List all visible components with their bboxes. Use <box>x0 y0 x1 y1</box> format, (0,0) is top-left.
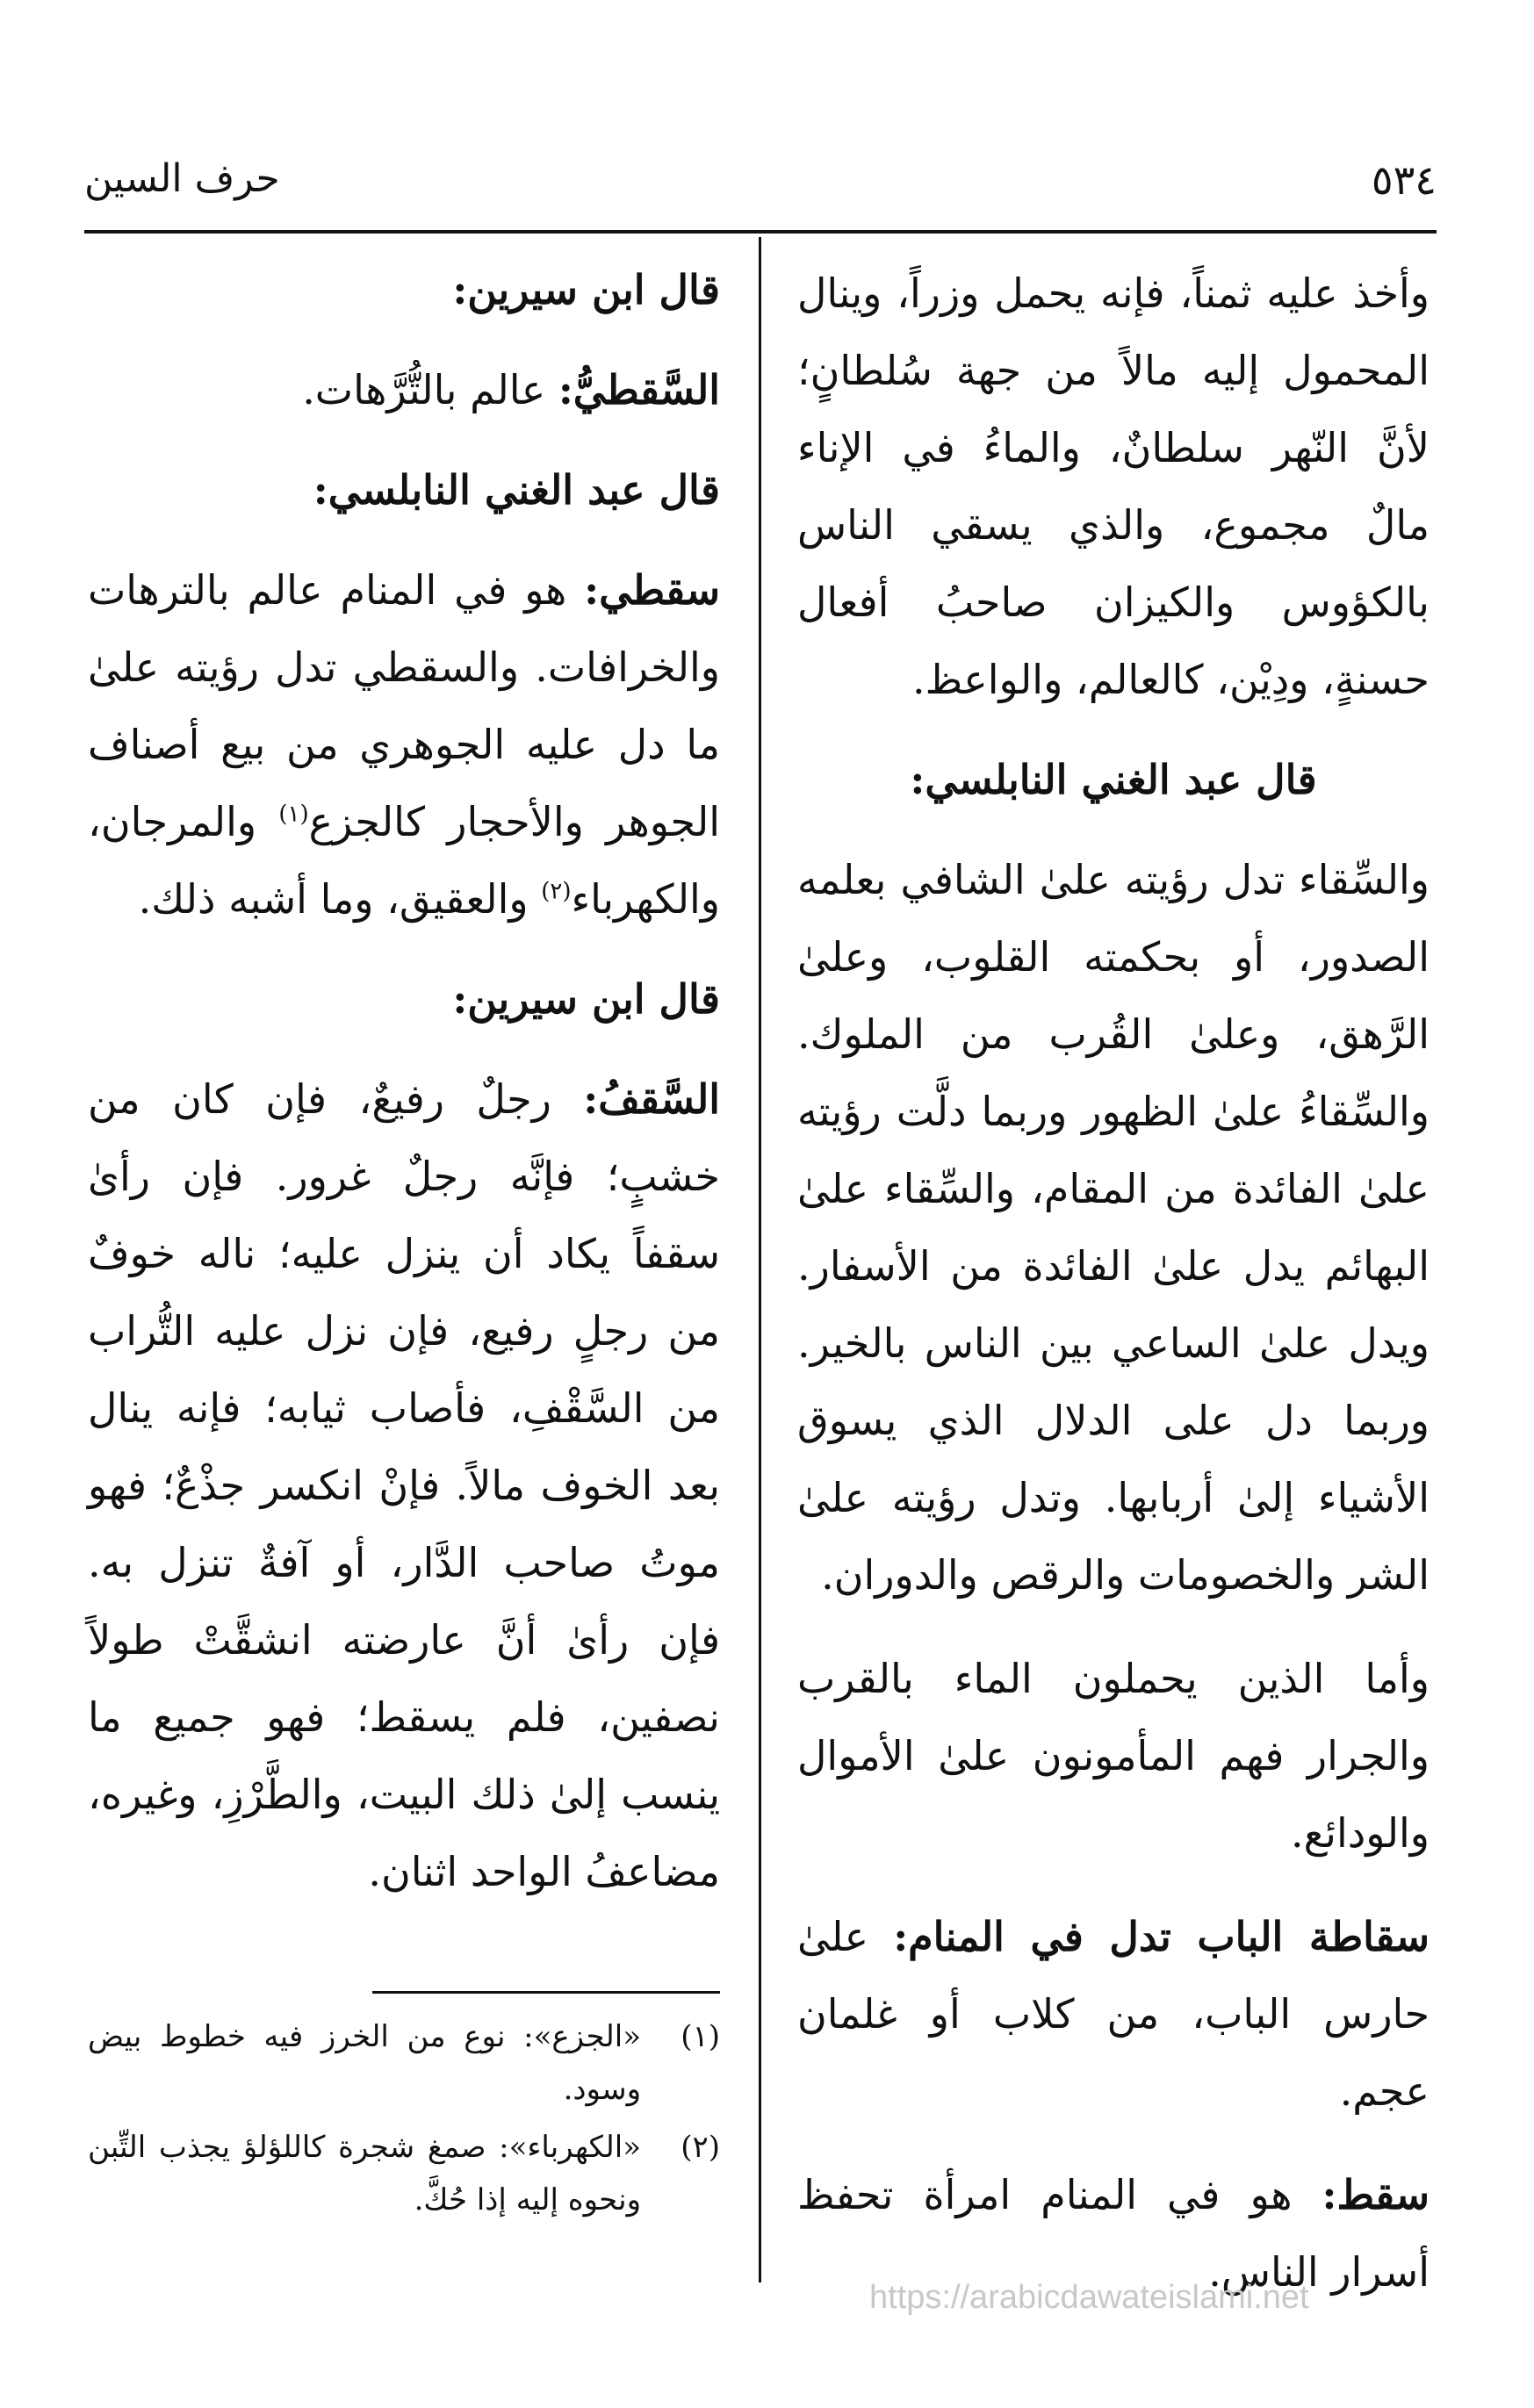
watermark-url: https://arabicdawateislami.net <box>869 2279 1309 2316</box>
right-column <box>797 255 1430 2337</box>
running-title: حرف السين <box>84 156 280 201</box>
footnote <box>88 2121 720 2226</box>
entry-paragraph <box>88 351 720 428</box>
entry-term: سقطي: <box>584 566 720 614</box>
footnote-ref[interactable]: (٢) <box>541 878 572 905</box>
entry-term: السَّقفُ: <box>583 1075 720 1123</box>
footnote-number: (١) <box>681 2019 720 2054</box>
footnote <box>88 2010 720 2116</box>
paragraph: وأما الذين يحملون الماء بالقرب والجرار فهم المأمونون علىٰ الأموال والودائع. <box>797 1655 1430 1857</box>
paragraph: وأخذ عليه ثمناً، فإنه يحمل وزراً، وينال المحمول إليه مالاً من جهة سُلطانٍ؛ لأنَّ النّهر سلطانٌ، والماءُ في الإناء مالٌ مجموع، والذي يسقي الناس بالكؤوس والكيزان صاحبُ أفعال حسنةٍ، ودِيْن، كالعالم، والواعظ. <box>797 270 1430 703</box>
entry-paragraph <box>88 551 720 938</box>
entry-paragraph <box>88 1060 720 1910</box>
footnotes <box>88 2010 720 2232</box>
entry-text: علىٰ حارس الباب، من كلاب أو غلمان عجم. <box>797 1913 1430 2115</box>
entry-term: سقاطة الباب تدل في المنام: <box>893 1913 1430 1960</box>
entry-text: عالم بالتُّرَّهات. <box>302 366 558 413</box>
entry-paragraph <box>797 1898 1430 2130</box>
footnote-text: «الكهرباء»: صمغ شجرة كاللؤلؤ يجذب التِّبن ونحوه إليه إذا حُكَّ. <box>88 2130 641 2218</box>
paragraph: والسِّقاء تدل رؤيته علىٰ الشافي بعلمه الصدور، أو بحكمته القلوب، وعلىٰ الرَّهق، وعلىٰ القُرب من الملوك. والسِّقاءُ علىٰ الظهور وربما دلَّت رؤيته علىٰ الفائدة من المقام، والسِّقاء علىٰ البهائم يدل علىٰ الفائدة من الأسفار. ويدل علىٰ الساعي بين الناس بالخير. وربما دل على الدلال الذي يسوق الأشياء إلىٰ أربابها. وتدل رؤيته علىٰ الشر والخصومات والرقص والدوران. <box>797 856 1430 1599</box>
entry-text: رجلٌ رفيعٌ، فإن كان من خشبٍ؛ فإنَّه رجلٌ غرور. فإن رأىٰ سقفاً يكاد أن ينزل عليه؛ ناله خوفٌ من رجلٍ رفيع، فإن نزل عليه التُّراب من السَّقْفِ، فأصاب ثيابه؛ فإنه ينال بعد الخوف مالاً. فإنْ انكسر جذْعٌ؛ فهو موتُ صاحب الدَّار، أو آفةٌ تنزل به. فإن رأىٰ أنَّ عارضته انشقَّتْ طولاً نصفين، فلم يسقط؛ فهو جميع ما ينسب إلىٰ ذلك البيت، والطَّرْزِ، وغيره، مضاعفُ الواحد اثنان. <box>88 1075 720 1895</box>
left-column <box>88 255 720 1937</box>
section-heading: قال ابن سيرين: <box>452 975 720 1023</box>
column-divider <box>759 237 761 2282</box>
entry-text: والمرجان، والكهرباء <box>88 798 720 923</box>
section-heading: قال عبد الغني النابلسي: <box>910 756 1317 803</box>
footnote-rule <box>372 1991 720 1994</box>
footnote-number: (٢) <box>681 2130 720 2165</box>
entry-text: هو في المنام عالم بالترهات والخرافات. والسقطي تدل رؤيته علىٰ ما دل عليه الجوهري من بيع أصناف الجوهر والأحجار كالجزع <box>88 566 720 845</box>
page-number: ٥٣٤ <box>1371 156 1437 204</box>
footnote-ref[interactable]: (١) <box>278 801 309 828</box>
page-header <box>84 156 1437 226</box>
section-heading: قال عبد الغني النابلسي: <box>313 466 720 514</box>
entry-text: هو في المنام امرأة تحفظ أسرار الناس. <box>797 2171 1430 2296</box>
header-rule <box>84 230 1437 234</box>
section-heading: قال ابن سيرين: <box>452 266 720 313</box>
footnote-text: «الجزع»: نوع من الخرز فيه خطوط بيض وسود. <box>88 2019 641 2107</box>
entry-term: السَّقطيُّ: <box>558 366 720 413</box>
entry-term: سقط: <box>1322 2171 1430 2218</box>
entry-text: والعقيق، وما أشبه ذلك. <box>138 875 542 923</box>
